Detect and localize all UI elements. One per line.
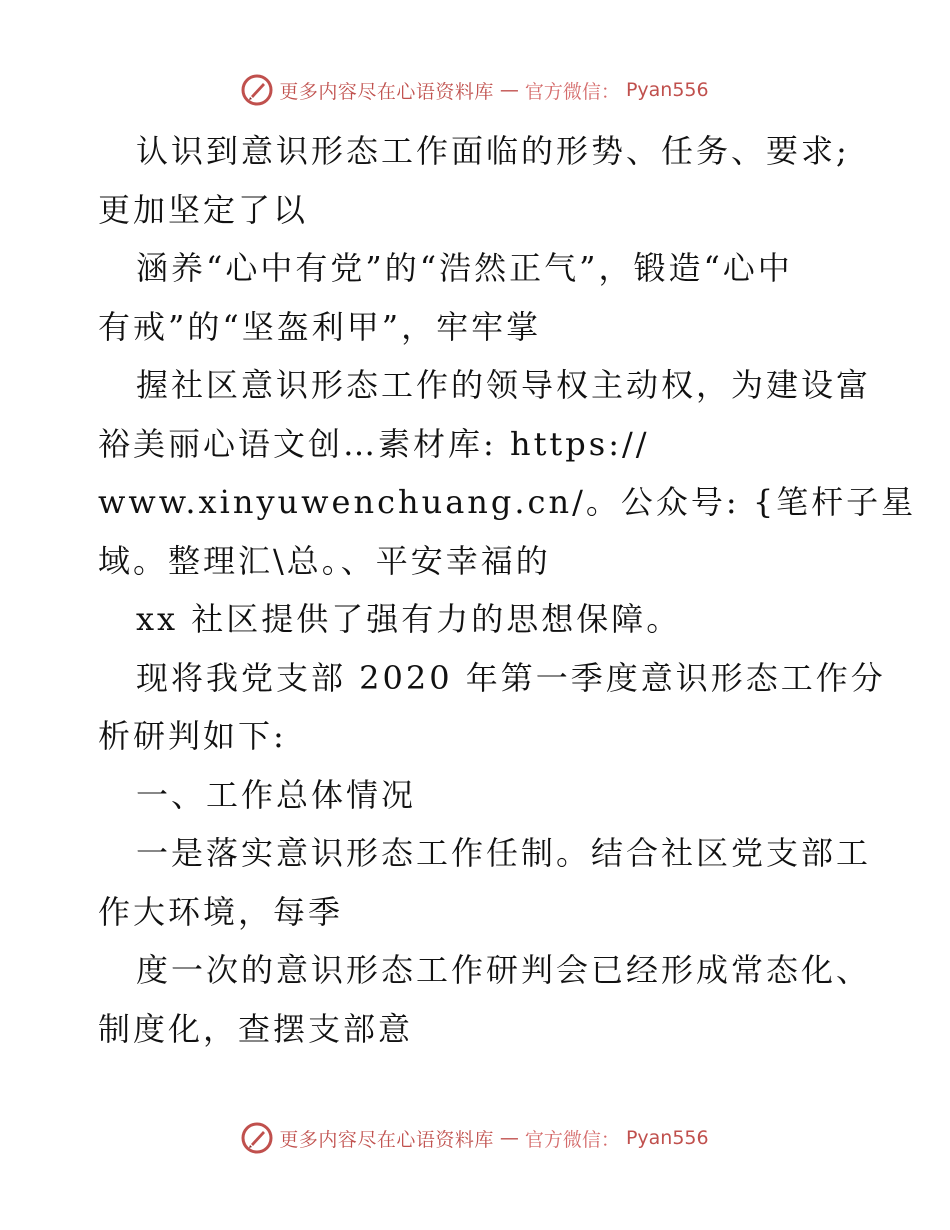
text-line: 现将我党支部 2020 年第一季度意识形态工作分: [136, 658, 886, 697]
text-line: 度一次的意识形态工作研判会已经形成常态化、: [136, 951, 872, 989]
text-line: 有戒”的“坚盔利甲”，牢牢掌: [98, 307, 542, 346]
watermark-id: Pyan556: [625, 79, 709, 101]
document-body: [98, 122, 917, 1058]
text-line: 析研判如下:: [98, 717, 287, 755]
text-line: 涵养“心中有党”的“浩然正气”，锻造“心中: [136, 249, 793, 287]
text-line: xx 社区提供了强有力的思想保障。: [136, 600, 682, 638]
text-line: 一是落实意识形态工作任制。结合社区党支部工: [136, 834, 872, 872]
pen-logo-icon: [241, 74, 273, 106]
watermark-label: 官方微信：: [524, 1128, 620, 1151]
header-watermark: [0, 70, 950, 110]
watermark-dash: —: [499, 79, 519, 101]
text-line: 更加坚定了以: [98, 190, 309, 229]
watermark-text: 更多内容尽在心语资料库: [279, 80, 494, 103]
pen-logo-icon: [241, 1122, 273, 1154]
text-line: 作大环境，每季: [98, 892, 344, 931]
text-line: 握社区意识形态工作的领导权主动权，为建设富: [136, 366, 872, 404]
text-line: 制度化，查摆支部意: [98, 1009, 414, 1048]
footer-watermark: [0, 1118, 950, 1158]
watermark-dash: —: [499, 1127, 519, 1149]
text-line: 认识到意识形态工作面临的形势、任务、要求;: [136, 132, 850, 170]
watermark-label: 官方微信：: [524, 80, 620, 103]
text-line: www.xinyuwenchuang.cn/。公众号: {笔杆子星: [98, 483, 917, 521]
text-line: 域。整理汇\总。、平安幸福的: [98, 541, 551, 580]
watermark-text: 更多内容尽在心语资料库: [279, 1128, 494, 1151]
watermark-id: Pyan556: [625, 1127, 709, 1149]
text-line: 裕美丽心语文创…素材库: https://: [98, 424, 650, 463]
text-line: 一、工作总体情况: [136, 775, 417, 814]
